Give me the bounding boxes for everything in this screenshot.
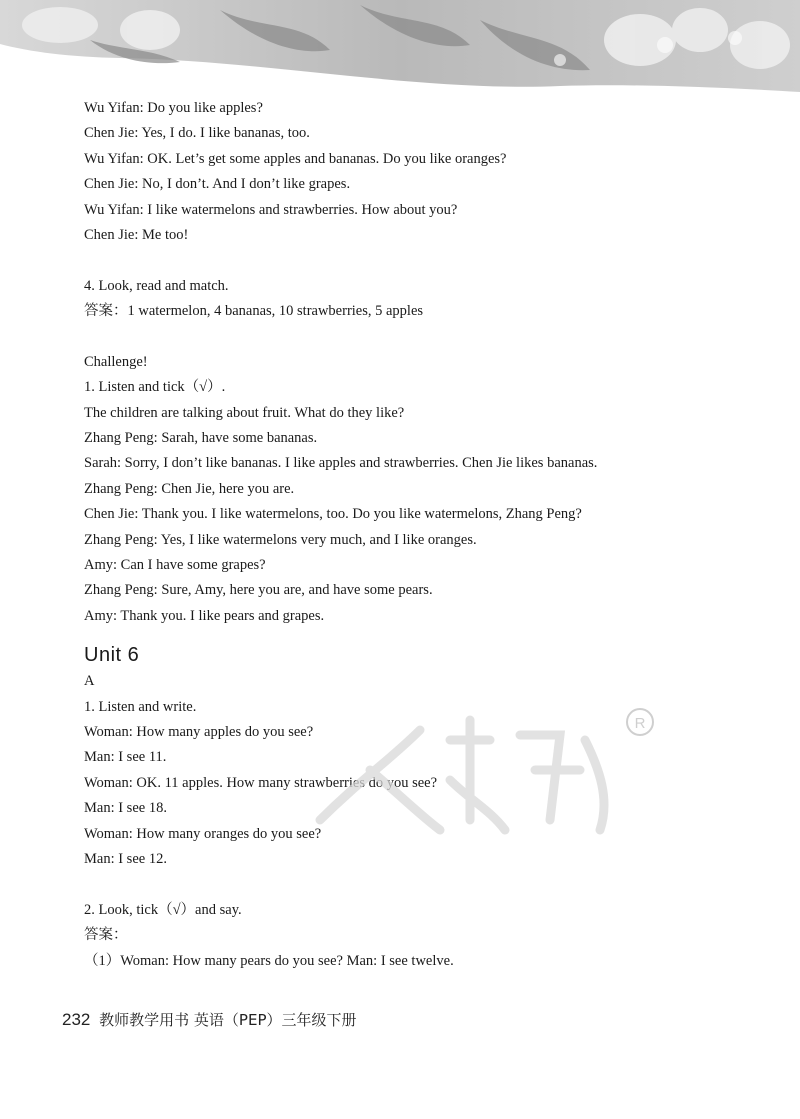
section-4-title: 4. Look, read and match. — [84, 277, 229, 294]
dialogue-line: Chen Jie: No, I don’t. And I don’t like grapes. — [84, 176, 351, 193]
dialogue-line: Wu Yifan: I like watermelons and strawberries. How about you? — [84, 201, 458, 218]
challenge-line: Zhang Peng: Chen Jie, here you are. — [84, 480, 295, 497]
unit-answer-label: 答案： — [84, 927, 128, 944]
publisher-watermark — [300, 700, 660, 850]
challenge-line: Zhang Peng: Sarah, have some bananas. — [84, 430, 318, 447]
page-number: 232 — [62, 1010, 91, 1029]
challenge-line: Chen Jie: Thank you. I like watermelons, too. Do you like watermelons, Zhang Peng? — [84, 506, 582, 523]
challenge-line: Zhang Peng: Sure, Amy, here you are, and have some pears. — [84, 582, 433, 599]
unit-dialogue-line: Woman: How many apples do you see? — [84, 723, 314, 740]
book-title: 教师教学用书 英语（PEP）三年级下册 — [99, 1011, 357, 1029]
challenge-line: The children are talking about fruit. What do they like? — [84, 404, 405, 421]
challenge-line: Sarah: Sorry, I don’t like bananas. I like apples and strawberries. Chen Jie likes bananas. — [84, 455, 598, 472]
dialogue-line: Chen Jie: Yes, I do. I like bananas, too. — [84, 125, 310, 142]
unit-part-label: A — [84, 673, 95, 690]
challenge-line: Zhang Peng: Yes, I like watermelons very much, and I like oranges. — [84, 531, 477, 548]
svg-text:R: R — [634, 715, 646, 732]
floral-header-banner — [0, 0, 800, 100]
page-footer — [62, 1009, 357, 1030]
dialogue-line: Wu Yifan: Do you like apples? — [84, 100, 263, 116]
unit-dialogue-line: Woman: How many oranges do you see? — [84, 825, 322, 842]
challenge-heading: Challenge! — [84, 353, 148, 370]
section-4 — [84, 274, 764, 325]
challenge-section — [84, 350, 764, 629]
dialogue-line: Chen Jie: Me too! — [84, 226, 189, 243]
challenge-line: Amy: Thank you. I like pears and grapes. — [84, 607, 325, 624]
unit-task-1: 1. Listen and write. — [84, 698, 197, 715]
section-4-answer: 答案：1 watermelon, 4 bananas, 10 strawberries, 5 apples — [84, 303, 424, 320]
unit-dialogue-line: Woman: OK. 11 apples. How many strawberries do you see? — [84, 774, 438, 791]
unit-answer-line: （1）Woman: How many pears do you see? Man: I see twelve. — [84, 952, 454, 969]
unit-dialogue-line: Man: I see 18. — [84, 800, 167, 817]
unit-dialogue-line: Man: I see 12. — [84, 850, 167, 867]
unit-task-2: 2. Look, tick（√）and say. — [84, 901, 242, 918]
dialogue-line: Wu Yifan: OK. Let’s get some apples and bananas. Do you like oranges? — [84, 150, 507, 167]
challenge-task: 1. Listen and tick（√）. — [84, 379, 226, 396]
unit-title: Unit 6 — [84, 644, 140, 667]
dialogue-block-1 — [84, 96, 764, 248]
challenge-line: Amy: Can I have some grapes? — [84, 557, 266, 574]
unit-dialogue-line: Man: I see 11. — [84, 749, 167, 766]
